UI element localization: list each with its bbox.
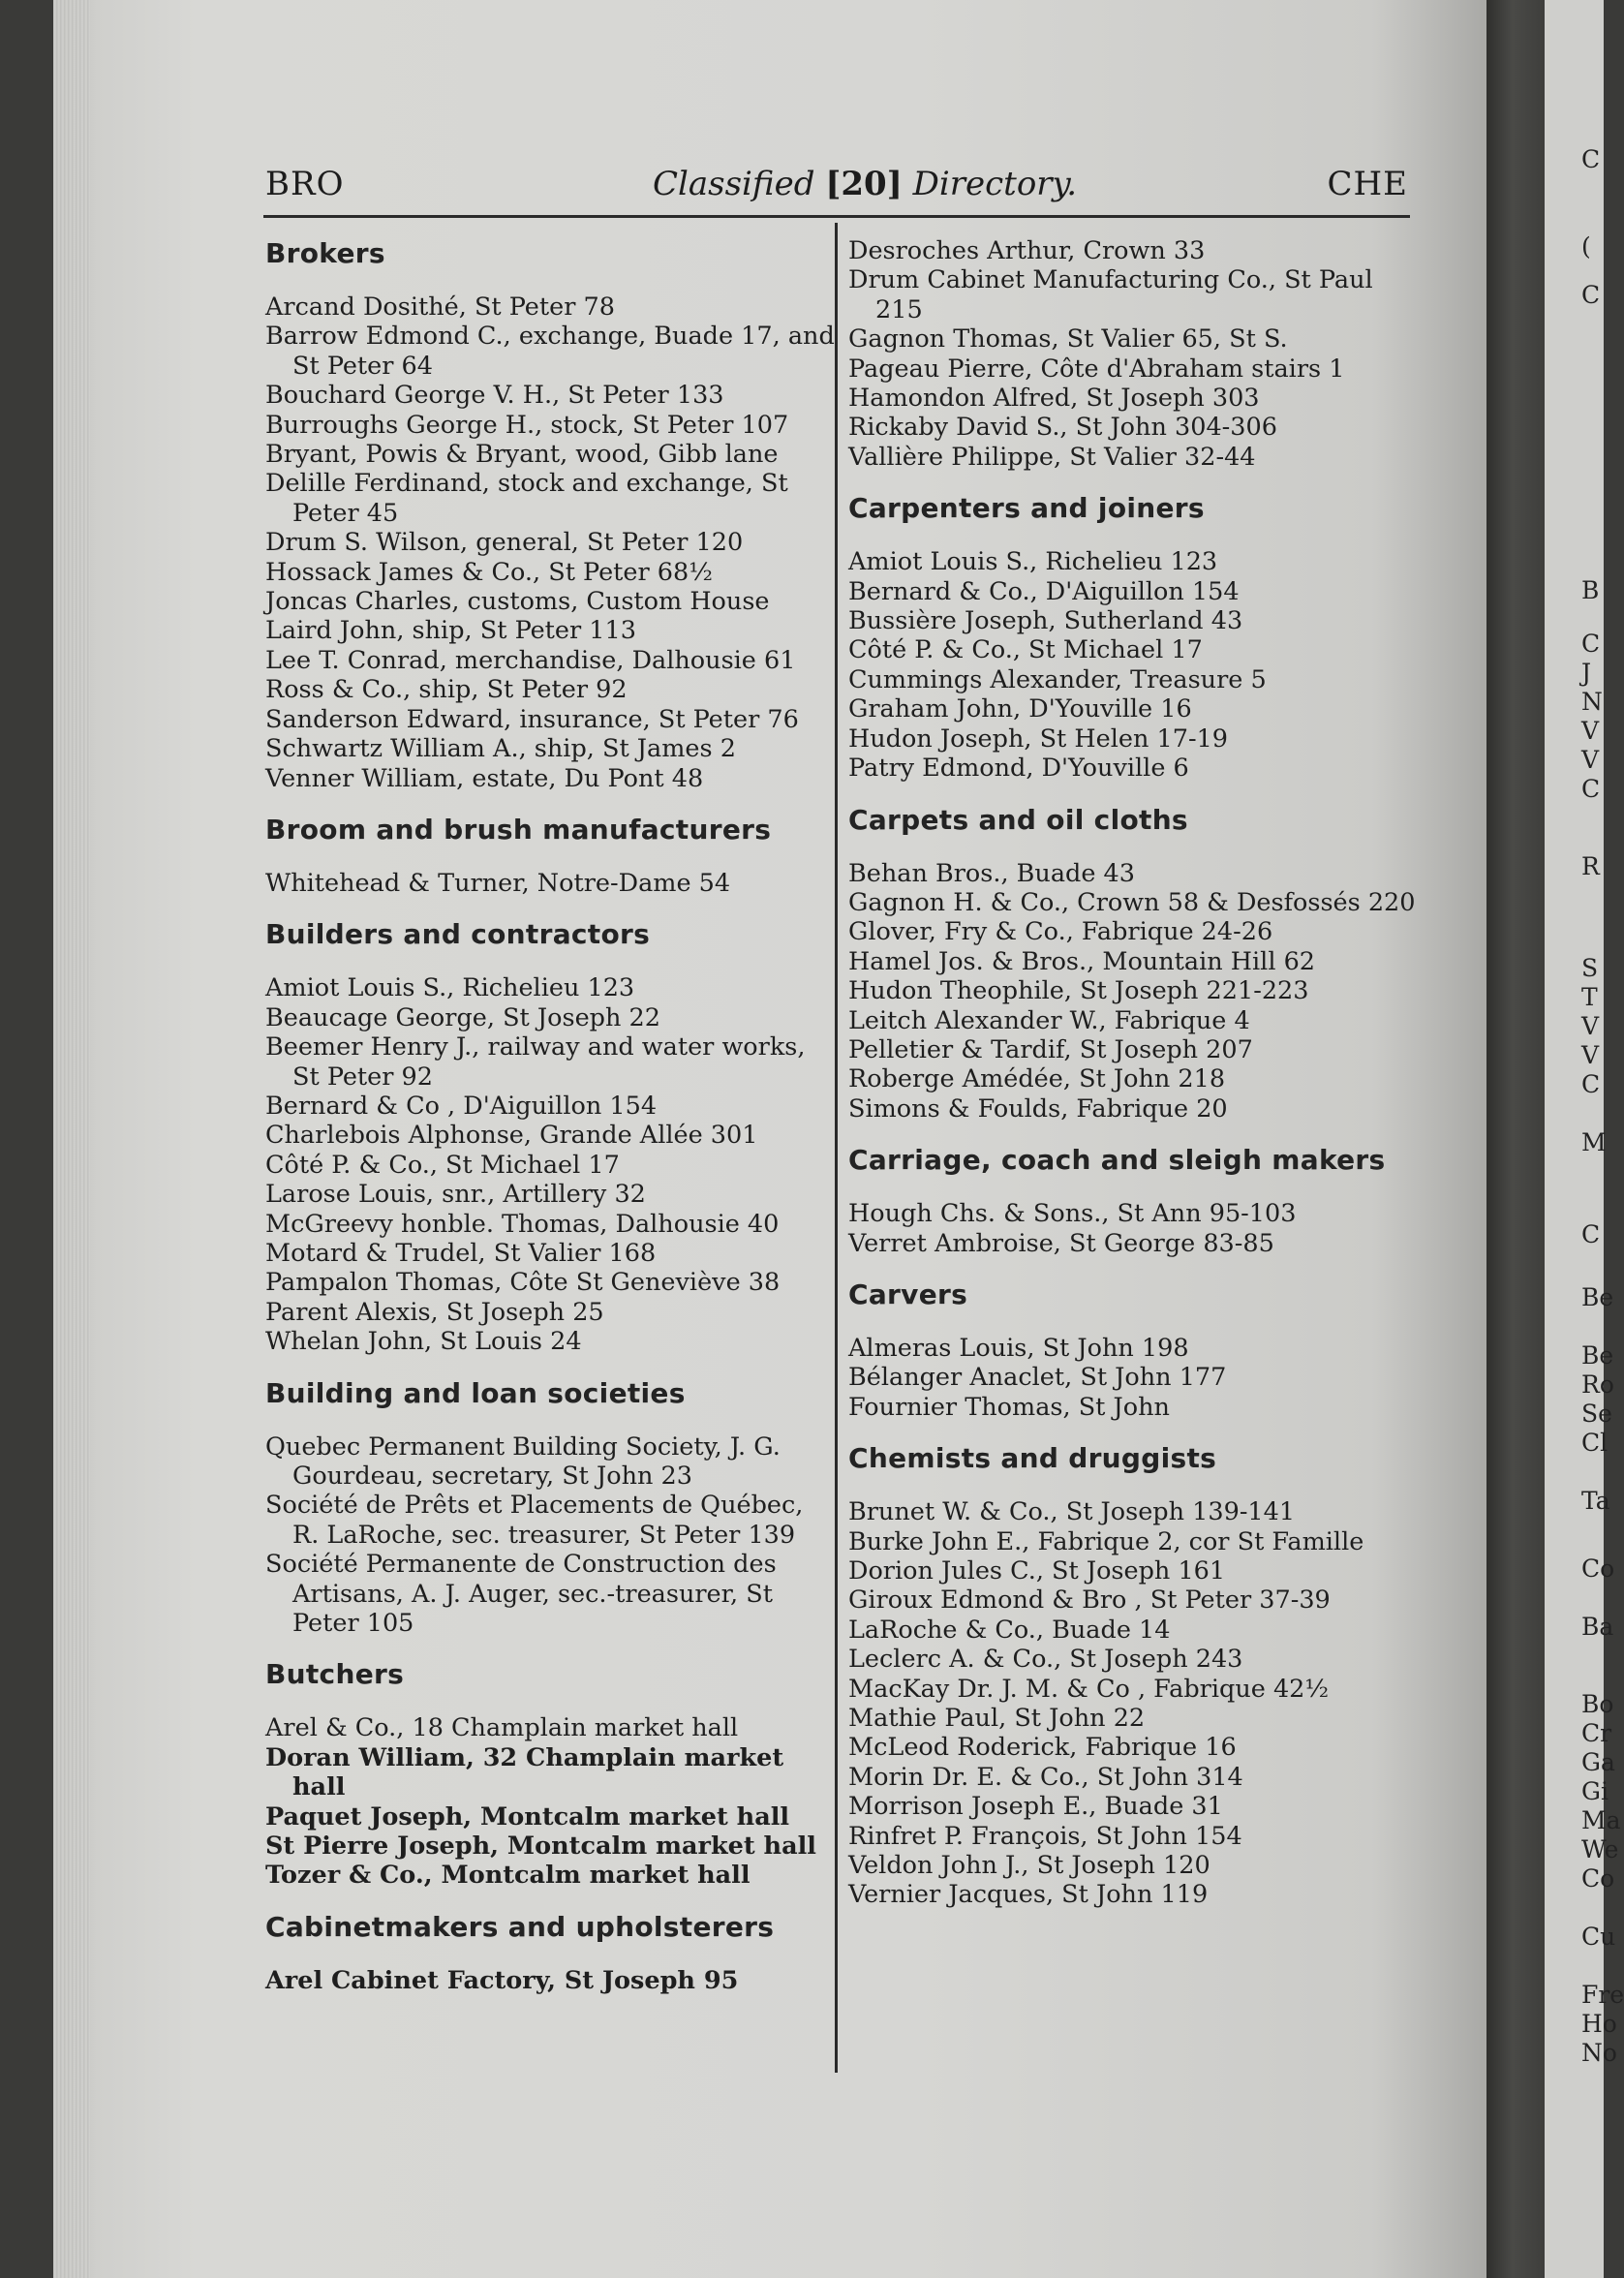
directory-entry: Schwartz William A., ship, St James 2 xyxy=(265,734,736,764)
directory-section xyxy=(848,236,1420,472)
directory-entry: Pageau Pierre, Côte d'Abraham stairs 1 xyxy=(848,354,1345,384)
facing-page-text: B xyxy=(1581,576,1600,604)
section-heading: Chemists and druggists xyxy=(848,1442,1217,1475)
facing-page-text: Ro xyxy=(1581,1370,1614,1399)
facing-page-text: Ma xyxy=(1581,1806,1621,1834)
directory-entry: Quebec Permanent Building Society, J. G. Gourdeau, secretary, St John 23 xyxy=(265,1431,781,1491)
directory-entry: Hamondon Alfred, St Joseph 303 xyxy=(848,384,1260,414)
right-column xyxy=(848,236,1420,1929)
directory-entry: Doran William, 32 Champlain market hall xyxy=(265,1742,784,1802)
directory-entry: Pampalon Thomas, Côte St Geneviève 38 xyxy=(265,1268,781,1298)
facing-page-text: C xyxy=(1581,1070,1601,1098)
section-heading: Builders and contractors xyxy=(265,918,651,951)
directory-section xyxy=(265,236,837,793)
header-center xyxy=(653,165,1077,203)
directory-entry: Behan Bros., Buade 43 xyxy=(848,858,1136,888)
section-heading: Carpenters and joiners xyxy=(848,492,1205,525)
facing-page-text: Gi xyxy=(1581,1777,1609,1805)
directory-section xyxy=(848,491,1420,783)
facing-page-fragment xyxy=(1545,0,1624,2278)
directory-entry: Sanderson Edward, insurance, St Peter 76 xyxy=(265,704,799,734)
section-heading: Building and loan societies xyxy=(265,1376,686,1409)
directory-entry: Hudon Theophile, St Joseph 221-223 xyxy=(848,976,1309,1006)
facing-page-text: Co xyxy=(1581,1555,1615,1583)
directory-section xyxy=(848,1143,1420,1258)
facing-page-text: V xyxy=(1581,1012,1600,1040)
facing-page-text: Be xyxy=(1581,1283,1614,1311)
left-column xyxy=(265,236,837,2015)
directory-entry: Beemer Henry J., railway and water works, St Peter 92 xyxy=(265,1032,806,1092)
directory-entry: Burke John E., Fabrique 2, cor St Famille xyxy=(848,1526,1364,1556)
section-heading: Broom and brush manufacturers xyxy=(265,813,772,846)
facing-page-text: Cl xyxy=(1581,1429,1609,1457)
directory-entry: Société de Prêts et Placements de Québec, R. LaRoche, sec. treasurer, St Peter 139 xyxy=(265,1491,804,1550)
directory-entry: Hudon Joseph, St Helen 17-19 xyxy=(848,723,1229,754)
facing-page-text: Cr xyxy=(1581,1719,1612,1747)
directory-entry: Simons & Foulds, Fabrique 20 xyxy=(848,1093,1228,1124)
facing-page-text: C xyxy=(1581,281,1601,309)
facing-page-text: C xyxy=(1581,630,1601,658)
facing-page-text: V xyxy=(1581,746,1600,774)
directory-section xyxy=(265,917,837,1356)
directory-entry: Bernard & Co , D'Aiguillon 154 xyxy=(265,1091,658,1121)
directory-entry: Leclerc A. & Co., St Joseph 243 xyxy=(848,1645,1243,1675)
directory-entry: Veldon John J., St Joseph 120 xyxy=(848,1851,1210,1881)
header-left: BRO xyxy=(265,165,345,203)
directory-entry: Patry Edmond, D'Youville 6 xyxy=(848,754,1189,784)
directory-entry: Amiot Louis S., Richelieu 123 xyxy=(848,547,1218,577)
directory-entry: Gagnon H. & Co., Crown 58 & Desfossés 220 xyxy=(848,887,1416,917)
directory-entry: Société Permanente de Construction des Artisans, A. J. Auger, sec.-treasurer, St Peter 105 xyxy=(265,1550,777,1639)
facing-page-text: V xyxy=(1581,1041,1600,1069)
directory-entry: Laird John, ship, St Peter 113 xyxy=(265,616,636,646)
directory-entry: Amiot Louis S., Richelieu 123 xyxy=(265,973,635,1003)
directory-entry: Hossack James & Co., St Peter 68½ xyxy=(265,557,713,587)
facing-page-text: C xyxy=(1581,145,1601,173)
directory-entry: Tozer & Co., Montcalm market hall xyxy=(265,1861,751,1891)
facing-page-text: Ga xyxy=(1581,1748,1615,1776)
directory-entry: Whelan John, St Louis 24 xyxy=(265,1327,582,1357)
directory-entry: Burroughs George H., stock, St Peter 107 xyxy=(265,410,789,440)
directory-entry: Larose Louis, snr., Artillery 32 xyxy=(265,1180,646,1210)
directory-entry: Roberge Amédée, St John 218 xyxy=(848,1064,1226,1094)
directory-entry: MacKay Dr. J. M. & Co , Fabrique 42½ xyxy=(848,1674,1330,1704)
directory-entry: Delille Ferdinand, stock and exchange, St Peter 45 xyxy=(265,469,788,528)
directory-entry: Beaucage George, St Joseph 22 xyxy=(265,1002,660,1032)
directory-entry: Giroux Edmond & Bro , St Peter 37-39 xyxy=(848,1585,1331,1616)
directory-entry: Pelletier & Tardif, St Joseph 207 xyxy=(848,1034,1253,1064)
directory-entry: Ross & Co., ship, St Peter 92 xyxy=(265,675,628,705)
directory-entry: Whitehead & Turner, Notre-Dame 54 xyxy=(265,868,731,898)
directory-entry: Hough Chs. & Sons., St Ann 95-103 xyxy=(848,1199,1297,1229)
section-heading: Brokers xyxy=(265,237,385,269)
directory-entry: Bryant, Powis & Bryant, wood, Gibb lane xyxy=(265,440,779,470)
directory-entry: Graham John, D'Youville 16 xyxy=(848,694,1192,724)
facing-page-text: S xyxy=(1581,954,1599,982)
facing-page-text: Cu xyxy=(1581,1923,1616,1951)
facing-page-text: ( xyxy=(1581,232,1591,261)
facing-page-text: Bo xyxy=(1581,1690,1614,1718)
section-heading: Cabinetmakers and upholsterers xyxy=(265,1910,775,1943)
directory-section xyxy=(848,1278,1420,1422)
facing-page-text: T xyxy=(1581,983,1598,1011)
directory-entry: Motard & Trudel, St Valier 168 xyxy=(265,1238,657,1268)
directory-entry: Cummings Alexander, Treasure 5 xyxy=(848,664,1267,694)
page-edge-stack xyxy=(53,0,90,2278)
directory-entry: McLeod Roderick, Fabrique 16 xyxy=(848,1733,1237,1763)
directory-section xyxy=(265,1657,837,1890)
directory-entry: Fournier Thomas, St John xyxy=(848,1392,1170,1422)
directory-entry: Arel Cabinet Factory, St Joseph 95 xyxy=(265,1965,739,1995)
directory-entry: Arel & Co., 18 Champlain market hall xyxy=(265,1713,739,1743)
facing-page-text: Ho xyxy=(1581,2010,1617,2038)
directory-section xyxy=(265,1910,837,1995)
facing-page-text: V xyxy=(1581,717,1600,745)
directory-entry: Glover, Fry & Co., Fabrique 24-26 xyxy=(848,917,1273,947)
directory-entry: Desroches Arthur, Crown 33 xyxy=(848,236,1206,265)
directory-entry: Joncas Charles, customs, Custom House xyxy=(265,587,770,617)
page-number: [20] xyxy=(825,165,903,203)
directory-entry: Arcand Dosithé, St Peter 78 xyxy=(265,292,615,322)
section-heading: Carpets and oil cloths xyxy=(848,803,1188,836)
directory-entry: Parent Alexis, St Joseph 25 xyxy=(265,1297,604,1327)
directory-entry: St Pierre Joseph, Montcalm market hall xyxy=(265,1832,816,1862)
facing-page-text: M xyxy=(1581,1128,1607,1156)
directory-entry: Lee T. Conrad, merchandise, Dalhousie 61 xyxy=(265,645,796,675)
section-heading: Carvers xyxy=(848,1278,968,1310)
directory-entry: Venner William, estate, Du Pont 48 xyxy=(265,763,704,793)
header-title: Classified xyxy=(653,165,815,203)
directory-entry: Drum S. Wilson, general, St Peter 120 xyxy=(265,528,744,558)
book-gutter xyxy=(1486,0,1545,2278)
directory-entry: Bouchard George V. H., St Peter 133 xyxy=(265,381,724,411)
directory-entry: Barrow Edmond C., exchange, Buade 17, and St Peter 64 xyxy=(265,322,835,381)
facing-page-text: N xyxy=(1581,688,1603,716)
section-heading: Carriage, coach and sleigh makers xyxy=(848,1144,1386,1177)
facing-page-text: C xyxy=(1581,775,1601,803)
directory-entry: Paquet Joseph, Montcalm market hall xyxy=(265,1801,790,1832)
facing-page-text: Co xyxy=(1581,1864,1615,1893)
directory-entry: Dorion Jules C., St Joseph 161 xyxy=(848,1556,1226,1585)
directory-section xyxy=(848,1441,1420,1910)
directory-entry: Côté P. & Co., St Michael 17 xyxy=(848,635,1203,665)
running-head xyxy=(265,165,1408,203)
directory-entry: Rickaby David S., St John 304-306 xyxy=(848,413,1277,443)
facing-page-text: J xyxy=(1581,659,1592,687)
facing-page-text: We xyxy=(1581,1835,1619,1863)
header-title-suffix: Directory. xyxy=(912,165,1078,203)
directory-section xyxy=(265,813,837,898)
header-rule xyxy=(263,215,1410,218)
directory-entry: LaRoche & Co., Buade 14 xyxy=(848,1615,1171,1645)
facing-page-text: Fre xyxy=(1581,1981,1624,2009)
facing-page-text: Se xyxy=(1581,1400,1612,1428)
directory-entry: Vernier Jacques, St John 119 xyxy=(848,1880,1209,1910)
directory-entry: Verret Ambroise, St George 83-85 xyxy=(848,1228,1274,1258)
facing-page-text: R xyxy=(1581,852,1600,880)
directory-entry: McGreevy honble. Thomas, Dalhousie 40 xyxy=(265,1209,780,1239)
directory-entry: Mathie Paul, St John 22 xyxy=(848,1704,1146,1734)
directory-entry: Côté P. & Co., St Michael 17 xyxy=(265,1150,620,1180)
directory-entry: Bernard & Co., D'Aiguillon 154 xyxy=(848,576,1240,606)
facing-page-text: Be xyxy=(1581,1341,1614,1370)
facing-page-text: Ta xyxy=(1581,1487,1610,1515)
directory-entry: Drum Cabinet Manufacturing Co., St Paul 215 xyxy=(848,265,1373,324)
directory-entry: Brunet W. & Co., St Joseph 139-141 xyxy=(848,1497,1296,1527)
directory-section xyxy=(848,803,1420,1124)
directory-entry: Vallière Philippe, St Valier 32-44 xyxy=(848,442,1256,472)
directory-section xyxy=(265,1376,837,1639)
directory-entry: Charlebois Alphonse, Grande Allée 301 xyxy=(265,1121,758,1151)
header-right: CHE xyxy=(1327,165,1408,203)
directory-entry: Morrison Joseph E., Buade 31 xyxy=(848,1792,1223,1822)
directory-entry: Rinfret P. François, St John 154 xyxy=(848,1821,1242,1851)
facing-page-text: C xyxy=(1581,1220,1601,1248)
directory-entry: Morin Dr. E. & Co., St John 314 xyxy=(848,1762,1243,1792)
directory-entry: Leitch Alexander W., Fabrique 4 xyxy=(848,1005,1250,1035)
facing-page-text: No xyxy=(1581,2039,1617,2067)
directory-entry: Almeras Louis, St John 198 xyxy=(848,1333,1189,1363)
directory-entry: Bélanger Anaclet, St John 177 xyxy=(848,1363,1227,1393)
facing-page-text: Ba xyxy=(1581,1613,1614,1641)
directory-entry: Hamel Jos. & Bros., Mountain Hill 62 xyxy=(848,946,1316,976)
directory-entry: Gagnon Thomas, St Valier 65, St S. xyxy=(848,324,1288,354)
directory-entry: Bussière Joseph, Sutherland 43 xyxy=(848,606,1243,636)
section-heading: Butchers xyxy=(265,1658,405,1691)
